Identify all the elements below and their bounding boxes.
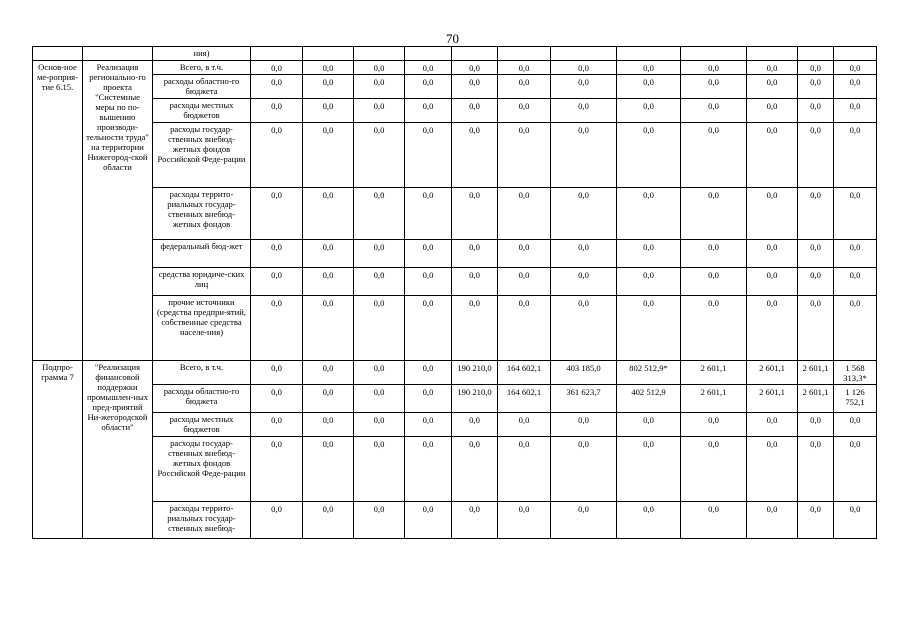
empty-cell — [617, 47, 681, 61]
value-cell: 0,0 — [617, 123, 681, 188]
value-cell: 0,0 — [551, 437, 617, 502]
funding-source-label: расходы местных бюджетов — [153, 99, 251, 123]
value-cell: 0,0 — [405, 99, 452, 123]
table-row — [33, 296, 877, 361]
funding-source-label: расходы местных бюджетов — [153, 413, 251, 437]
funding-source-label: прочие источники (средства предпри-ятий, собственные средства населе-ния) — [153, 296, 251, 361]
value-cell: 0,0 — [303, 61, 354, 75]
empty-cell — [405, 47, 452, 61]
value-cell: 0,0 — [834, 296, 877, 361]
measure-description: Реализация регионально-го проекта "Системные меры по по-вышению производи-тельности труда" на территории Нижегород-ской области — [83, 61, 153, 361]
value-cell: 0,0 — [617, 61, 681, 75]
measure-name: Основ-ное ме-роприя-тие 6.15. — [33, 61, 83, 361]
value-cell: 1 568 313,3* — [834, 361, 877, 385]
value-cell: 0,0 — [452, 99, 498, 123]
table-row — [33, 240, 877, 268]
value-cell: 0,0 — [452, 502, 498, 539]
value-cell: 0,0 — [405, 268, 452, 296]
funding-source-label: расходы государ-ственных внебюд-жетных фондов Российской Феде-рации — [153, 437, 251, 502]
value-cell: 0,0 — [303, 502, 354, 539]
empty-cell — [681, 47, 747, 61]
value-cell: 2 601,1 — [747, 361, 798, 385]
empty-cell — [798, 47, 834, 61]
value-cell: 0,0 — [551, 75, 617, 99]
value-cell: 0,0 — [303, 188, 354, 240]
funding-source-label: Всего, в т.ч. — [153, 61, 251, 75]
value-cell: 2 601,1 — [747, 385, 798, 413]
table-row — [33, 75, 877, 99]
value-cell: 0,0 — [617, 437, 681, 502]
page-number: 70 — [446, 31, 459, 46]
value-cell: 0,0 — [354, 123, 405, 188]
value-cell: 0,0 — [798, 240, 834, 268]
value-cell: 0,0 — [747, 240, 798, 268]
funding-source-label: расходы государ-ственных внебюд-жетных фондов Российской Феде-рации — [153, 123, 251, 188]
value-cell: 0,0 — [251, 413, 303, 437]
value-cell: 0,0 — [681, 61, 747, 75]
value-cell: 0,0 — [498, 437, 551, 502]
value-cell: 0,0 — [251, 361, 303, 385]
value-cell: 164 602,1 — [498, 361, 551, 385]
empty-cell — [834, 47, 877, 61]
value-cell: 0,0 — [405, 296, 452, 361]
funding-source-label: расходы областно-го бюджета — [153, 75, 251, 99]
value-cell: 0,0 — [681, 240, 747, 268]
value-cell: 0,0 — [251, 99, 303, 123]
empty-cell — [498, 47, 551, 61]
funding-source-label: Всего, в т.ч. — [153, 361, 251, 385]
value-cell: 0,0 — [681, 123, 747, 188]
value-cell: 0,0 — [747, 75, 798, 99]
value-cell: 0,0 — [251, 75, 303, 99]
value-cell: 0,0 — [798, 188, 834, 240]
value-cell: 0,0 — [617, 296, 681, 361]
value-cell: 0,0 — [681, 437, 747, 502]
value-cell: 0,0 — [498, 296, 551, 361]
value-cell: 0,0 — [834, 61, 877, 75]
value-cell: 2 601,1 — [798, 361, 834, 385]
value-cell: 0,0 — [498, 502, 551, 539]
table-row — [33, 413, 877, 437]
value-cell: 0,0 — [834, 502, 877, 539]
table-row — [33, 47, 877, 61]
value-cell: 0,0 — [354, 75, 405, 99]
value-cell: 0,0 — [354, 437, 405, 502]
value-cell: 0,0 — [798, 502, 834, 539]
empty-cell — [747, 47, 798, 61]
value-cell: 0,0 — [617, 240, 681, 268]
value-cell: 0,0 — [251, 123, 303, 188]
value-cell: 0,0 — [798, 99, 834, 123]
value-cell: 0,0 — [251, 296, 303, 361]
value-cell: 0,0 — [251, 188, 303, 240]
value-cell: 0,0 — [354, 385, 405, 413]
empty-cell — [83, 47, 153, 61]
value-cell: 0,0 — [747, 502, 798, 539]
value-cell: 0,0 — [405, 123, 452, 188]
value-cell: 0,0 — [798, 296, 834, 361]
value-cell: 0,0 — [834, 99, 877, 123]
value-cell: 2 601,1 — [681, 361, 747, 385]
value-cell: 0,0 — [354, 99, 405, 123]
value-cell: 0,0 — [354, 188, 405, 240]
value-cell: 0,0 — [747, 437, 798, 502]
value-cell: 0,0 — [617, 188, 681, 240]
measure-name: Подпро-грамма 7 — [33, 361, 83, 539]
value-cell: 0,0 — [798, 437, 834, 502]
value-cell: 0,0 — [834, 268, 877, 296]
value-cell: 0,0 — [747, 123, 798, 188]
value-cell: 0,0 — [251, 61, 303, 75]
value-cell: 0,0 — [747, 61, 798, 75]
table-row — [33, 99, 877, 123]
value-cell: 802 512,9* — [617, 361, 681, 385]
value-cell: 0,0 — [498, 75, 551, 99]
budget-table — [32, 46, 877, 539]
value-cell: 0,0 — [681, 502, 747, 539]
value-cell: 164 602,1 — [498, 385, 551, 413]
table-row — [33, 502, 877, 539]
empty-cell — [251, 47, 303, 61]
value-cell: 0,0 — [303, 75, 354, 99]
value-cell: 0,0 — [617, 502, 681, 539]
value-cell: 0,0 — [834, 75, 877, 99]
value-cell: 0,0 — [303, 123, 354, 188]
value-cell: 0,0 — [747, 188, 798, 240]
funding-source-label: расходы областно-го бюджета — [153, 385, 251, 413]
value-cell: 0,0 — [303, 296, 354, 361]
empty-cell — [303, 47, 354, 61]
value-cell: 0,0 — [551, 99, 617, 123]
value-cell: 0,0 — [452, 123, 498, 188]
value-cell: 0,0 — [251, 502, 303, 539]
value-cell: 190 210,0 — [452, 385, 498, 413]
table-row — [33, 268, 877, 296]
value-cell: 0,0 — [405, 413, 452, 437]
value-cell: 190 210,0 — [452, 361, 498, 385]
value-cell: 0,0 — [747, 296, 798, 361]
value-cell: 0,0 — [551, 296, 617, 361]
value-cell: 0,0 — [452, 268, 498, 296]
table-row — [33, 437, 877, 502]
value-cell: 0,0 — [681, 296, 747, 361]
value-cell: 0,0 — [303, 385, 354, 413]
table-row — [33, 61, 877, 75]
value-cell: 0,0 — [551, 240, 617, 268]
table-row — [33, 361, 877, 385]
value-cell: 0,0 — [354, 502, 405, 539]
value-cell: 0,0 — [681, 75, 747, 99]
value-cell: 0,0 — [303, 413, 354, 437]
value-cell: 0,0 — [834, 437, 877, 502]
row-label: ния) — [153, 47, 251, 61]
value-cell: 0,0 — [798, 75, 834, 99]
value-cell: 0,0 — [834, 123, 877, 188]
funding-source-label: средства юридиче-ских лиц — [153, 268, 251, 296]
value-cell: 0,0 — [681, 99, 747, 123]
value-cell: 0,0 — [551, 61, 617, 75]
measure-description: "Реализация финансовой поддержки промышлен-ных пред-приятий Ни-жегородской области" — [83, 361, 153, 539]
value-cell: 0,0 — [251, 240, 303, 268]
value-cell: 0,0 — [303, 361, 354, 385]
value-cell: 0,0 — [405, 502, 452, 539]
value-cell: 0,0 — [251, 385, 303, 413]
value-cell: 0,0 — [498, 240, 551, 268]
value-cell: 0,0 — [798, 413, 834, 437]
value-cell: 0,0 — [551, 413, 617, 437]
value-cell: 0,0 — [354, 296, 405, 361]
value-cell: 0,0 — [617, 75, 681, 99]
value-cell: 0,0 — [798, 61, 834, 75]
empty-cell — [33, 47, 83, 61]
empty-cell — [452, 47, 498, 61]
value-cell: 0,0 — [551, 502, 617, 539]
value-cell: 0,0 — [303, 99, 354, 123]
value-cell: 0,0 — [498, 123, 551, 188]
value-cell: 0,0 — [834, 413, 877, 437]
value-cell: 0,0 — [405, 361, 452, 385]
value-cell: 0,0 — [747, 413, 798, 437]
value-cell: 0,0 — [405, 385, 452, 413]
value-cell: 361 623,7 — [551, 385, 617, 413]
table-row — [33, 385, 877, 413]
funding-source-label: федеральный бюд-жет — [153, 240, 251, 268]
value-cell: 0,0 — [617, 268, 681, 296]
value-cell: 0,0 — [498, 188, 551, 240]
value-cell: 0,0 — [498, 99, 551, 123]
value-cell: 0,0 — [498, 413, 551, 437]
value-cell: 0,0 — [681, 188, 747, 240]
value-cell: 1 126 752,1 — [834, 385, 877, 413]
value-cell: 0,0 — [354, 240, 405, 268]
value-cell: 0,0 — [834, 188, 877, 240]
value-cell: 0,0 — [617, 413, 681, 437]
funding-source-label: расходы террито-риальных государ-ственных внебюд- — [153, 502, 251, 539]
value-cell: 0,0 — [303, 240, 354, 268]
value-cell: 402 512,9 — [617, 385, 681, 413]
value-cell: 0,0 — [452, 75, 498, 99]
value-cell: 0,0 — [798, 268, 834, 296]
value-cell: 0,0 — [452, 296, 498, 361]
value-cell: 2 601,1 — [681, 385, 747, 413]
value-cell: 0,0 — [681, 268, 747, 296]
value-cell: 0,0 — [405, 437, 452, 502]
table-row — [33, 123, 877, 188]
value-cell: 0,0 — [251, 268, 303, 296]
value-cell: 0,0 — [452, 437, 498, 502]
value-cell: 0,0 — [405, 75, 452, 99]
empty-cell — [551, 47, 617, 61]
value-cell: 0,0 — [354, 268, 405, 296]
value-cell: 0,0 — [354, 61, 405, 75]
value-cell: 0,0 — [551, 123, 617, 188]
value-cell: 0,0 — [251, 437, 303, 502]
value-cell: 403 185,0 — [551, 361, 617, 385]
value-cell: 0,0 — [834, 240, 877, 268]
value-cell: 0,0 — [354, 413, 405, 437]
value-cell: 0,0 — [405, 240, 452, 268]
value-cell: 0,0 — [747, 99, 798, 123]
value-cell: 0,0 — [551, 188, 617, 240]
value-cell: 0,0 — [303, 437, 354, 502]
value-cell: 0,0 — [354, 361, 405, 385]
value-cell: 0,0 — [405, 61, 452, 75]
value-cell: 0,0 — [681, 413, 747, 437]
empty-cell — [354, 47, 405, 61]
value-cell: 2 601,1 — [798, 385, 834, 413]
value-cell: 0,0 — [798, 123, 834, 188]
funding-source-label: расходы террито-риальных государ-ственных внебюд-жетных фондов — [153, 188, 251, 240]
value-cell: 0,0 — [452, 61, 498, 75]
value-cell: 0,0 — [303, 268, 354, 296]
value-cell: 0,0 — [452, 413, 498, 437]
value-cell: 0,0 — [452, 188, 498, 240]
value-cell: 0,0 — [617, 99, 681, 123]
table-row — [33, 188, 877, 240]
value-cell: 0,0 — [452, 240, 498, 268]
value-cell: 0,0 — [747, 268, 798, 296]
value-cell: 0,0 — [498, 268, 551, 296]
value-cell: 0,0 — [551, 268, 617, 296]
value-cell: 0,0 — [405, 188, 452, 240]
value-cell: 0,0 — [498, 61, 551, 75]
